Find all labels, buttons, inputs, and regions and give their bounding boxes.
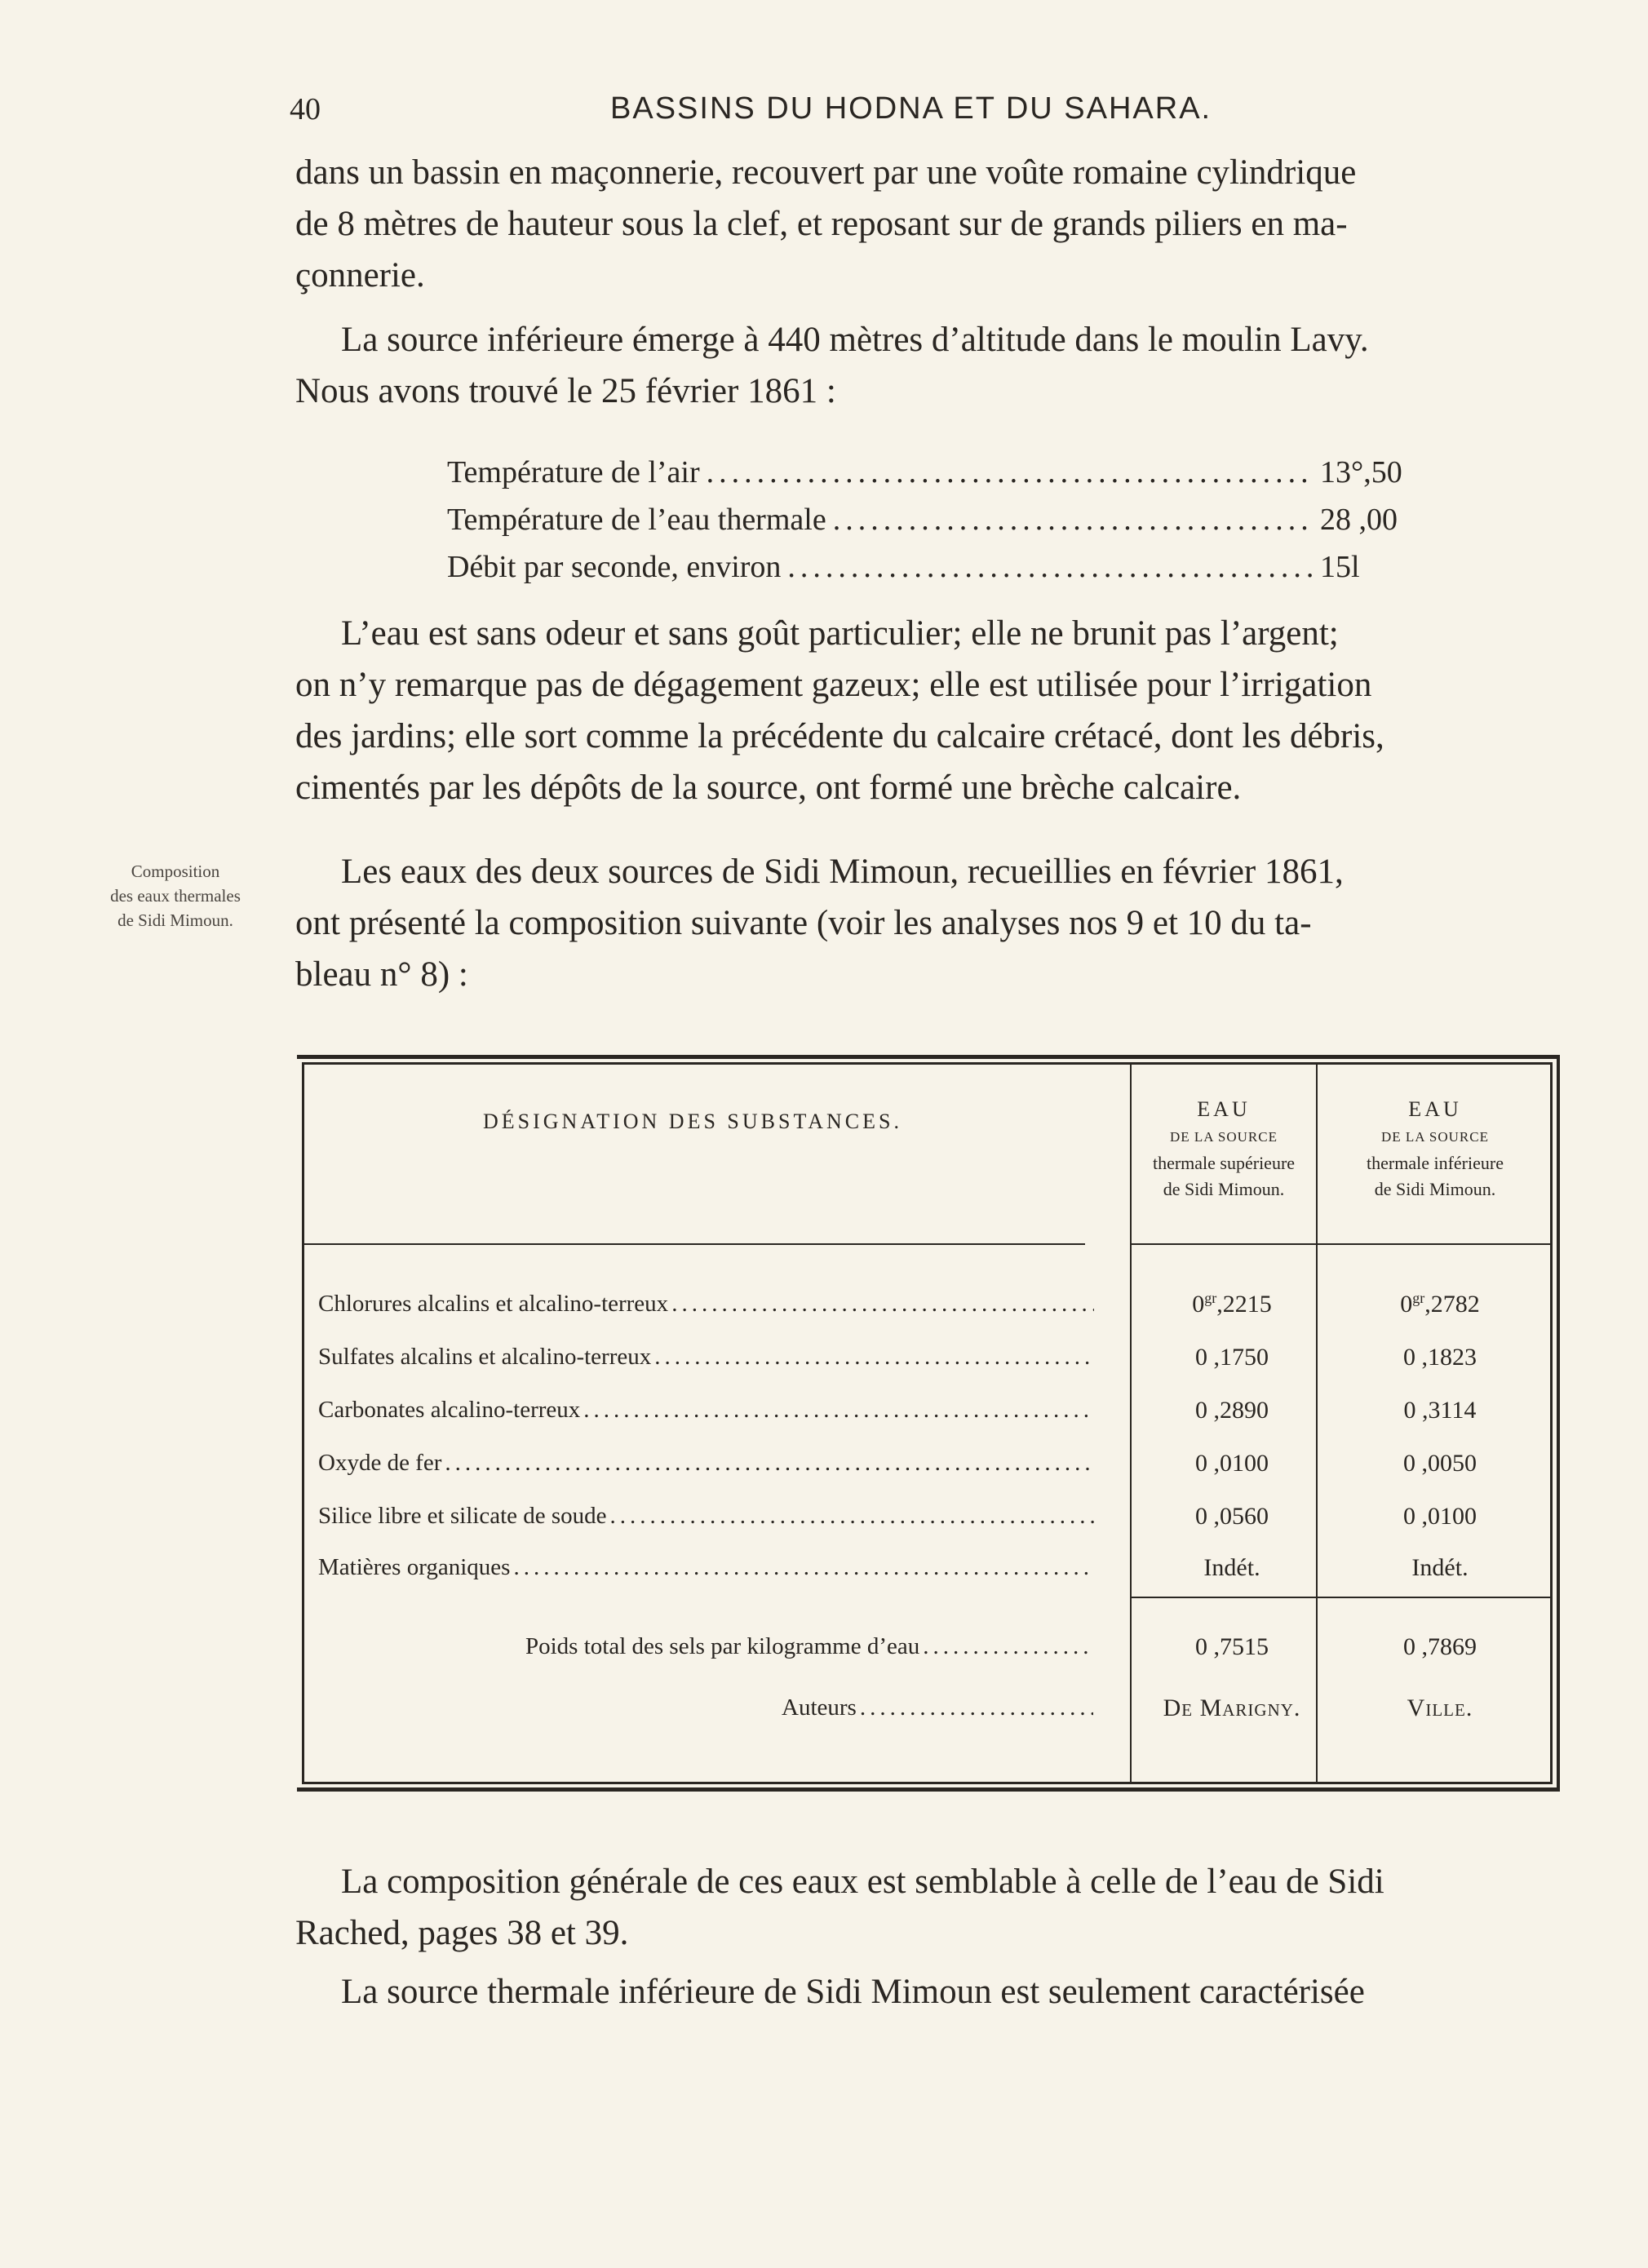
table-rule	[1557, 1055, 1560, 1792]
measurement-label: Température de l’air	[447, 455, 700, 489]
leader-dots	[671, 1291, 1094, 1318]
table-row	[302, 1397, 1553, 1442]
leader-dots	[923, 1633, 1093, 1660]
leader-dots	[787, 543, 1314, 591]
table-rule	[297, 1055, 1557, 1059]
leader-dots	[445, 1450, 1094, 1477]
value-lower	[1342, 1291, 1538, 1318]
paragraph-3	[295, 608, 1565, 813]
table-row	[302, 1450, 1553, 1495]
running-title: BASSINS DU HODNA ET DU SAHARA.	[610, 91, 1212, 126]
substance-name: Chlorures alcalins et alcalino-terreux	[318, 1291, 669, 1317]
total-cell	[525, 1633, 1096, 1660]
substance-name: Matières organiques	[318, 1554, 511, 1580]
substance-name: Sulfates alcalins et alcalino-terreux	[318, 1344, 652, 1370]
substance-name: Oxyde de fer	[318, 1450, 442, 1476]
measurement-row	[447, 543, 1426, 591]
measurement-label: Température de l’eau thermale	[447, 503, 826, 537]
measurement-list	[447, 449, 1426, 591]
header-rule	[1316, 1243, 1553, 1245]
value-int: 0	[1400, 1291, 1413, 1318]
paragraph-1	[295, 147, 1565, 301]
author-upper: De Marigny.	[1163, 1694, 1301, 1721]
text-line: ont présenté la composition suivante (voir les analyses nos 9 et 10 du ta-	[295, 904, 1312, 942]
paragraph-5	[295, 1856, 1565, 1959]
text-line: L’eau est sans odeur et sans goût particulier; elle ne brunit pas l’argent;	[341, 614, 1339, 653]
header-line: thermale inférieure	[1367, 1153, 1504, 1173]
leader-dots	[610, 1503, 1094, 1530]
substance-cell	[318, 1291, 1097, 1318]
text-line: La source inférieure émerge à 440 mètres d’altitude dans le moulin Lavy.	[341, 321, 1369, 359]
text-line: des jardins; elle sort comme la précédente du calcaire crétacé, dont les débris,	[295, 717, 1384, 755]
value-int: 0	[1192, 1291, 1205, 1318]
paragraph-6	[295, 1966, 1565, 2018]
text-line: dans un bassin en maçonnerie, recouvert par une voûte romaine cylindrique	[295, 153, 1357, 192]
value-upper: Indét.	[1203, 1554, 1260, 1581]
measurement-row	[447, 449, 1426, 496]
composition-table	[302, 1062, 1553, 1784]
table-row	[302, 1344, 1553, 1389]
header-substances: DÉSIGNATION DES SUBSTANCES.	[482, 1110, 902, 1133]
value-lower: 0 ,1823	[1403, 1344, 1477, 1371]
value-frac: ,2782	[1424, 1291, 1480, 1318]
header-line: de Sidi Mimoun.	[1163, 1179, 1285, 1199]
authors-row	[302, 1694, 1553, 1740]
text-line: Les eaux des deux sources de Sidi Mimoun, recueillies en février 1861,	[341, 853, 1344, 891]
leader-dots	[860, 1694, 1093, 1721]
total-lower: 0 ,7869	[1403, 1633, 1477, 1660]
header-rule	[1130, 1243, 1318, 1245]
value-upper: 0 ,2890	[1195, 1397, 1269, 1424]
value-lower: Indét.	[1411, 1554, 1469, 1581]
value-lower: 0 ,0050	[1403, 1450, 1477, 1477]
text-line: de 8 mètres de hauteur sous la clef, et reposant sur de grands piliers en ma-	[295, 205, 1348, 243]
substance-cell	[318, 1397, 1097, 1424]
header-eau: EAU	[1197, 1097, 1251, 1121]
total-row	[302, 1633, 1553, 1679]
measurement-value: 13°,50	[1320, 455, 1402, 489]
measurement-row	[447, 496, 1426, 543]
header-lower-spring	[1318, 1096, 1553, 1203]
text-line: bleau n° 8) :	[295, 955, 468, 994]
leader-dots	[833, 496, 1314, 543]
leader-dots	[707, 449, 1314, 496]
value-upper: 0 ,1750	[1195, 1344, 1269, 1371]
header-source: DE LA SOURCE	[1381, 1129, 1489, 1145]
header-line: de Sidi Mimoun.	[1374, 1179, 1496, 1199]
value-upper	[1134, 1291, 1330, 1318]
margin-note-line: de Sidi Mimoun.	[117, 910, 233, 930]
measurement-value: 15l	[1320, 550, 1360, 584]
table-row	[302, 1503, 1553, 1548]
value-lower: 0 ,3114	[1403, 1397, 1477, 1424]
header-rule	[302, 1243, 1085, 1245]
value-upper: 0 ,0560	[1195, 1503, 1269, 1530]
value-frac: ,2215	[1216, 1291, 1272, 1318]
header-eau: EAU	[1408, 1097, 1462, 1121]
header-line: thermale supérieure	[1152, 1153, 1296, 1173]
text-line: Nous avons trouvé le 25 février 1861 :	[295, 372, 836, 410]
total-label: Poids total des sels par kilogramme d’eau	[525, 1633, 920, 1659]
table-rule	[297, 1787, 1557, 1792]
leader-dots	[654, 1344, 1094, 1371]
substance-cell	[318, 1344, 1097, 1371]
paragraph-4	[295, 846, 1565, 1000]
text-line: on n’y remarque pas de dégagement gazeux; elle est utilisée pour l’irrigation	[295, 666, 1372, 704]
value-upper: 0 ,0100	[1195, 1450, 1269, 1477]
unit-gr: gr	[1412, 1290, 1425, 1306]
text-line: La composition générale de ces eaux est semblable à celle de l’eau de Sidi	[341, 1863, 1384, 1901]
substance-name: Carbonates alcalino-terreux	[318, 1397, 581, 1423]
authors-cell	[782, 1694, 1096, 1721]
text-line: La source thermale inférieure de Sidi Mimoun est seulement caractérisée	[341, 1973, 1365, 2011]
margin-note-line: Composition	[131, 862, 220, 881]
leader-dots	[583, 1397, 1094, 1424]
text-line: cimentés par les dépôts de la source, ont formé une brèche calcaire.	[295, 769, 1242, 807]
paragraph-2	[295, 314, 1565, 417]
margin-note-line: des eaux thermales	[110, 886, 241, 906]
author-lower: Ville.	[1407, 1694, 1473, 1721]
measurement-value: 28 ,00	[1320, 503, 1398, 537]
text-line: çonnerie.	[295, 256, 425, 295]
total-upper: 0 ,7515	[1195, 1633, 1269, 1660]
substance-cell	[318, 1554, 1097, 1581]
substance-cell	[318, 1450, 1097, 1477]
authors-label: Auteurs	[782, 1694, 857, 1721]
header-upper-spring	[1132, 1096, 1316, 1203]
page-number: 40	[290, 92, 321, 126]
substance-name: Silice libre et silicate de soude	[318, 1503, 607, 1529]
margin-note	[90, 859, 261, 932]
substance-cell	[318, 1503, 1097, 1530]
measurement-label: Débit par seconde, environ	[447, 550, 782, 584]
header-source: DE LA SOURCE	[1170, 1129, 1278, 1145]
unit-gr: gr	[1204, 1290, 1217, 1306]
table-row	[302, 1291, 1553, 1336]
table-row	[302, 1554, 1553, 1600]
leader-dots	[513, 1554, 1094, 1581]
value-lower: 0 ,0100	[1403, 1503, 1477, 1530]
text-line: Rached, pages 38 et 39.	[295, 1914, 629, 1952]
